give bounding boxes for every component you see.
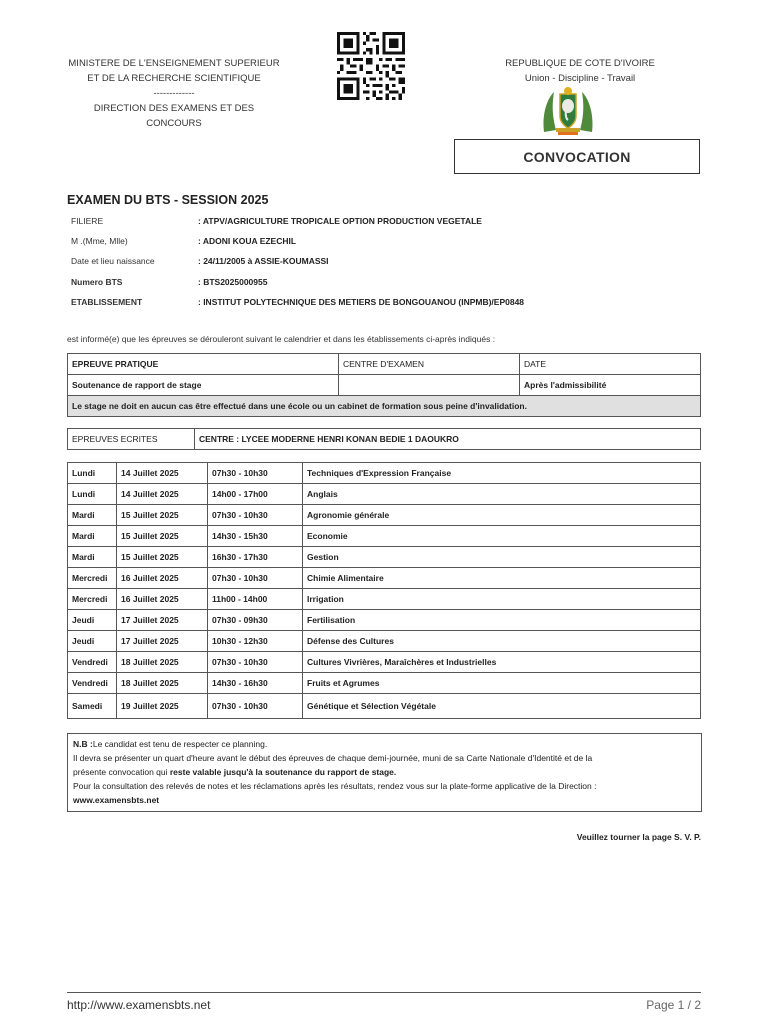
direction-line-1: DIRECTION DES EXAMENS ET DES [93,103,255,114]
schedule-day: Mardi [68,526,117,547]
practical-exam-table [67,353,701,417]
schedule-date: 19 Juillet 2025 [117,694,208,719]
schedule-subject: Fruits et Agrumes [303,673,701,694]
written-label: EPREUVES ECRITES [68,429,195,450]
schedule-time: 07h30 - 09h30 [208,610,303,631]
date-header: DATE [520,354,701,375]
practical-date: Après l'admissibilité [520,375,701,396]
written-centre: CENTRE : LYCEE MODERNE HENRI KONAN BEDIE 1 DAOUKRO [195,429,701,450]
schedule-time: 10h30 - 12h30 [208,631,303,652]
schedule-time: 14h30 - 16h30 [208,673,303,694]
schedule-date: 17 Juillet 2025 [117,610,208,631]
practical-subject: Soutenance de rapport de stage [68,375,339,396]
written-centre-table [67,428,701,450]
nb-line-4: Pour la consultation des relevés de notes et les réclamations après les résultats, rendez vous sur la plate-forme applicative de la Direction : [73,781,597,791]
table-row [68,375,701,396]
schedule-time: 11h00 - 14h00 [208,589,303,610]
footer-divider [67,992,701,993]
schedule-row [68,547,701,568]
ministry-separator: ------------- [153,88,195,99]
schedule-row [68,526,701,547]
schedule-row [68,673,701,694]
stage-notice: Le stage ne doit en aucun cas être effectué dans une école ou un cabinet de formation sous peine d'invalidation. [68,396,701,417]
republic-motto: Union - Discipline - Travail [524,73,636,84]
bts-number-value: : BTS2025000955 [198,277,268,287]
schedule-subject: Fertilisation [303,610,701,631]
schedule-time: 16h30 - 17h30 [208,547,303,568]
exam-title: EXAMEN DU BTS - SESSION 2025 [67,193,269,207]
schedule-time: 07h30 - 10h30 [208,463,303,484]
schedule-day: Lundi [68,484,117,505]
schedule-subject: Défense des Cultures [303,631,701,652]
page-number: Page 1 / 2 [646,998,701,1012]
table-row [68,396,701,417]
schedule-day: Jeudi [68,610,117,631]
schedule-day: Samedi [68,694,117,719]
republic-block [470,56,690,86]
filiere-label: FILIERE [71,216,104,226]
republic-title: REPUBLIQUE DE COTE D'IVOIRE [505,58,655,69]
direction-line-2: CONCOURS [146,118,202,129]
table-row [68,354,701,375]
schedule-subject: Agronomie générale [303,505,701,526]
nb-line-1: Le candidat est tenu de respecter ce planning. [92,739,268,749]
schedule-date: 14 Juillet 2025 [117,484,208,505]
schedule-subject: Chimie Alimentaire [303,568,701,589]
schedule-subject: Techniques d'Expression Française [303,463,701,484]
schedule-time: 14h30 - 15h30 [208,526,303,547]
schedule-day: Vendredi [68,652,117,673]
schedule-subject: Economie [303,526,701,547]
ministry-block [66,56,282,131]
schedule-time: 07h30 - 10h30 [208,652,303,673]
schedule-row [68,505,701,526]
schedule-subject: Génétique et Sélection Végétale [303,694,701,719]
schedule-date: 15 Juillet 2025 [117,505,208,526]
nb-line-3b: reste valable jusqu'à la soutenance du rapport de stage. [169,767,397,777]
schedule-time: 07h30 - 10h30 [208,568,303,589]
establishment-label: ETABLISSEMENT [71,297,143,307]
schedule-day: Jeudi [68,631,117,652]
schedule-row [68,484,701,505]
schedule-day: Mardi [68,547,117,568]
schedule-table [67,462,701,719]
nb-line-3a: présente convocation qui [73,767,170,777]
schedule-day: Mardi [68,505,117,526]
schedule-row [68,610,701,631]
footer-url-link[interactable]: http://www.examensbts.net [67,998,211,1012]
schedule-subject: Anglais [303,484,701,505]
schedule-row [68,589,701,610]
schedule-date: 16 Juillet 2025 [117,589,208,610]
nb-line-2: Il devra se présenter un quart d'heure avant le début des épreuves de chaque demi-journée, muni de sa Carte Nationale d'Identité et de la [73,753,593,763]
nb-label: N.B : [73,739,93,749]
nb-box [67,733,702,812]
schedule-date: 15 Juillet 2025 [117,547,208,568]
ministry-line-1: MINISTERE DE L'ENSEIGNEMENT SUPERIEUR [68,58,280,69]
schedule-date: 15 Juillet 2025 [117,526,208,547]
schedule-day: Mercredi [68,589,117,610]
nb-website-link[interactable]: www.examensbts.net [73,795,160,805]
coat-of-arms-icon [540,86,596,136]
bts-number-label: Numero BTS [71,277,123,287]
schedule-day: Lundi [68,463,117,484]
practical-header: EPREUVE PRATIQUE [68,354,339,375]
schedule-time: 07h30 - 10h30 [208,694,303,719]
schedule-row [68,694,701,719]
candidate-name-value: : ADONI KOUA EZECHIL [198,236,297,246]
ministry-line-2: ET DE LA RECHERCHE SCIENTIFIQUE [87,73,261,84]
table-row [68,429,701,450]
schedule-date: 18 Juillet 2025 [117,652,208,673]
schedule-row [68,463,701,484]
schedule-date: 18 Juillet 2025 [117,673,208,694]
schedule-subject: Cultures Vivrières, Maraîchères et Industrielles [303,652,701,673]
birth-value: : 24/11/2005 à ASSIE-KOUMASSI [198,256,329,266]
practical-centre [339,375,520,396]
birth-label: Date et lieu naissance [71,256,155,266]
schedule-date: 14 Juillet 2025 [117,463,208,484]
establishment-value: : INSTITUT POLYTECHNIQUE DES METIERS DE BONGOUANOU (INPMB)/EP0848 [198,297,525,307]
schedule-day: Vendredi [68,673,117,694]
convocation-title: CONVOCATION [454,139,700,174]
schedule-row [68,652,701,673]
schedule-date: 17 Juillet 2025 [117,631,208,652]
schedule-time: 07h30 - 10h30 [208,505,303,526]
schedule-subject: Gestion [303,547,701,568]
schedule-row [68,631,701,652]
centre-header: CENTRE D'EXAMEN [339,354,520,375]
turn-page-note: Veuillez tourner la page S. V. P. [576,832,701,842]
qr-code-icon [337,32,405,100]
schedule-day: Mercredi [68,568,117,589]
filiere-value: : ATPV/AGRICULTURE TROPICALE OPTION PRODUCTION VEGETALE [198,216,482,226]
candidate-name-label: M .(Mme, Mlle) [71,236,128,246]
intro-text: est informé(e) que les épreuves se dérouleront suivant le calendrier et dans les établissements ci-après indiqués : [67,334,496,344]
schedule-time: 14h00 - 17h00 [208,484,303,505]
schedule-date: 16 Juillet 2025 [117,568,208,589]
schedule-subject: Irrigation [303,589,701,610]
schedule-row [68,568,701,589]
